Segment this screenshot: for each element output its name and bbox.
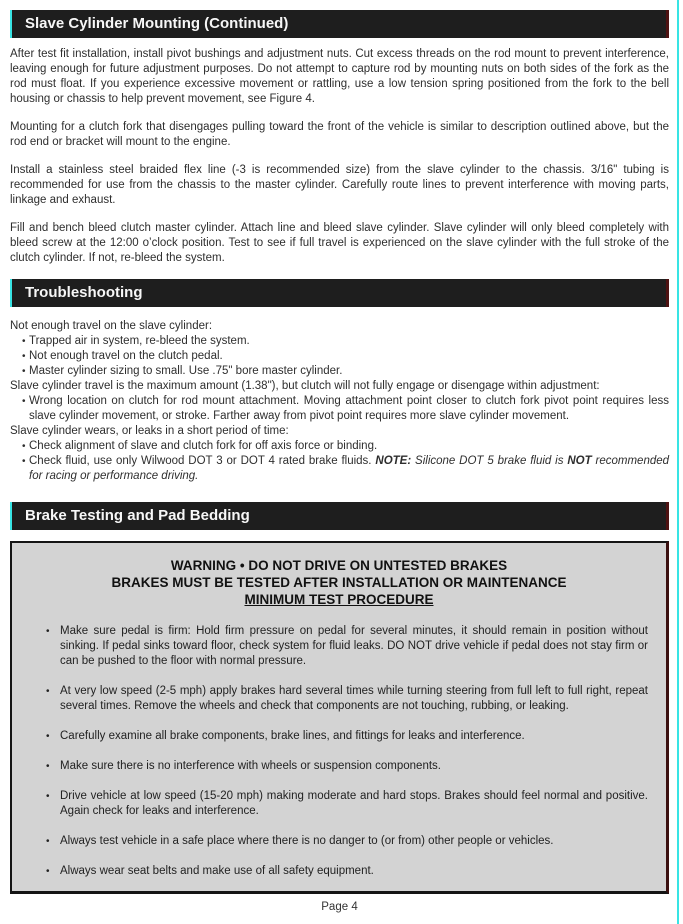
scan-edge-line [677, 0, 679, 924]
warning-bullet-safe-place: • Always test vehicle in a safe place where there is no danger to (or from) other people or vehicles. [30, 834, 648, 849]
section-header-troubleshooting: Troubleshooting [10, 279, 669, 307]
warning-box [10, 541, 669, 894]
warning-bullet-list [30, 624, 648, 879]
fluid-note-lead: Check fluid, use only Wilwood DOT 3 or DOT 4 rated brake fluids. [29, 455, 372, 467]
warning-title-line-2: BRAKES MUST BE TESTED AFTER INSTALLATION OR MAINTENANCE [111, 575, 567, 590]
warning-title [30, 557, 648, 608]
warning-bullet-no-interference: • Make sure there is no interference with wheels or suspension components. [30, 759, 648, 774]
paragraph-pivot-bushings: After test fit installation, install pivot bushings and adjustment nuts. Cut excess threads on the rod mount to prevent interference, leaving enough for future adjustment purposes. Do not attempt to capture rod by mounting nuts on both sides of the fork as the rod must float. If you experience excessive movement or rattling, use a low tension spring positioned from the fork to the bell housing or chassis to help prevent movement, see Figure 4. [10, 48, 669, 105]
warning-bullet-moderate-stops: • Drive vehicle at low speed (15-20 mph) making moderate and hard stops. Brakes should feel normal and positive. Again check for leaks and interference. [30, 789, 648, 819]
warning-title-line-1: WARNING • DO NOT DRIVE ON UNTESTED BRAKES [170, 558, 508, 573]
troubleshooting-bullet-pedal-travel: • Not enough travel on the clutch pedal. [10, 349, 669, 364]
troubleshooting-bullet-trapped-air: • Trapped air in system, re-bleed the system. [10, 334, 669, 349]
troubleshooting-bullet-rod-mount-location: • Wrong location on clutch for rod mount attachment. Moving attachment point closer to clutch fork pivot point requires less slave cylinder movement, or stroke. Farther away from pivot point requires more slave cylinder movement. [10, 394, 669, 424]
section-header-brake-testing: Brake Testing and Pad Bedding [10, 502, 669, 530]
paragraph-clutch-fork-mounting: Mounting for a clutch fork that disengages pulling toward the front of the vehicle is similar to description outlined above, but the rod end or bracket will mount to the engine. [10, 121, 669, 148]
troubleshooting-item-wear-leaks: Slave cylinder wears, or leaks in a short period of time: [10, 425, 289, 437]
troubleshooting-bullet-alignment: • Check alignment of slave and clutch fork for off axis force or binding. [10, 439, 669, 454]
fluid-note-label: NOTE: [375, 455, 412, 467]
troubleshooting-bullet-master-sizing: • Master cylinder sizing to small. Use .75" bore master cylinder. [10, 364, 669, 379]
troubleshooting-item-travel: Not enough travel on the slave cylinder: [10, 320, 213, 332]
page-content [10, 10, 669, 915]
paragraph-flex-line: Install a stainless steel braided flex line (-3 is recommended size) from the slave cylinder to the chassis. 3/16" tubing is recommended for use from the chassis to the master cylinder. Carefully route lines to prevent interference with moving parts, linkage and exhaust. [10, 164, 669, 206]
warning-bullet-low-speed-steering: • At very low speed (2-5 mph) apply brakes hard several times while turning steering from full left to full right, repeat several times. Remove the wheels and check that components are not touching, rubbing, or leaking. [30, 684, 648, 714]
fluid-note-italic-2: recommended for racing or performance driving. [29, 455, 670, 482]
troubleshooting-bullet-fluid-note [10, 454, 669, 484]
warning-bullet-examine-components: • Carefully examine all brake components, brake lines, and fittings for leaks and interference. [30, 729, 648, 744]
warning-bullet-seat-belts: • Always wear seat belts and make use of all safety equipment. [30, 864, 648, 879]
troubleshooting-item-max-travel: Slave cylinder travel is the maximum amount (1.38"), but clutch will not fully engage or disengage within adjustment: [10, 380, 600, 392]
section-header-slave-cylinder-mounting: Slave Cylinder Mounting (Continued) [10, 10, 669, 38]
warning-bullet-pedal-firm: • Make sure pedal is firm: Hold firm pressure on pedal for several minutes, it should remain in position without sinking. If pedal sinks toward floor, check system for fluid leaks. DO NOT drive vehicle if pedal does not stay firm or can be pushed to the floor with normal pressure. [30, 624, 648, 669]
warning-title-line-3: MINIMUM TEST PROCEDURE [244, 592, 434, 607]
page-footer: Page 4 [321, 901, 358, 913]
troubleshooting-list [10, 319, 669, 484]
fluid-note-italic-1: Silicone DOT 5 brake fluid is [415, 455, 564, 467]
paragraph-bleed-cylinder: Fill and bench bleed clutch master cylinder. Attach line and bleed slave cylinder. Slave cylinder will only bleed completely with bleed screw at the 12:00 o’clock position. Test to see if full travel is experienced on the slave cylinder with the full stroke of the clutch cylinder. If not, re-bleed the system. [10, 222, 669, 264]
fluid-note-bold-not: NOT [567, 455, 592, 467]
